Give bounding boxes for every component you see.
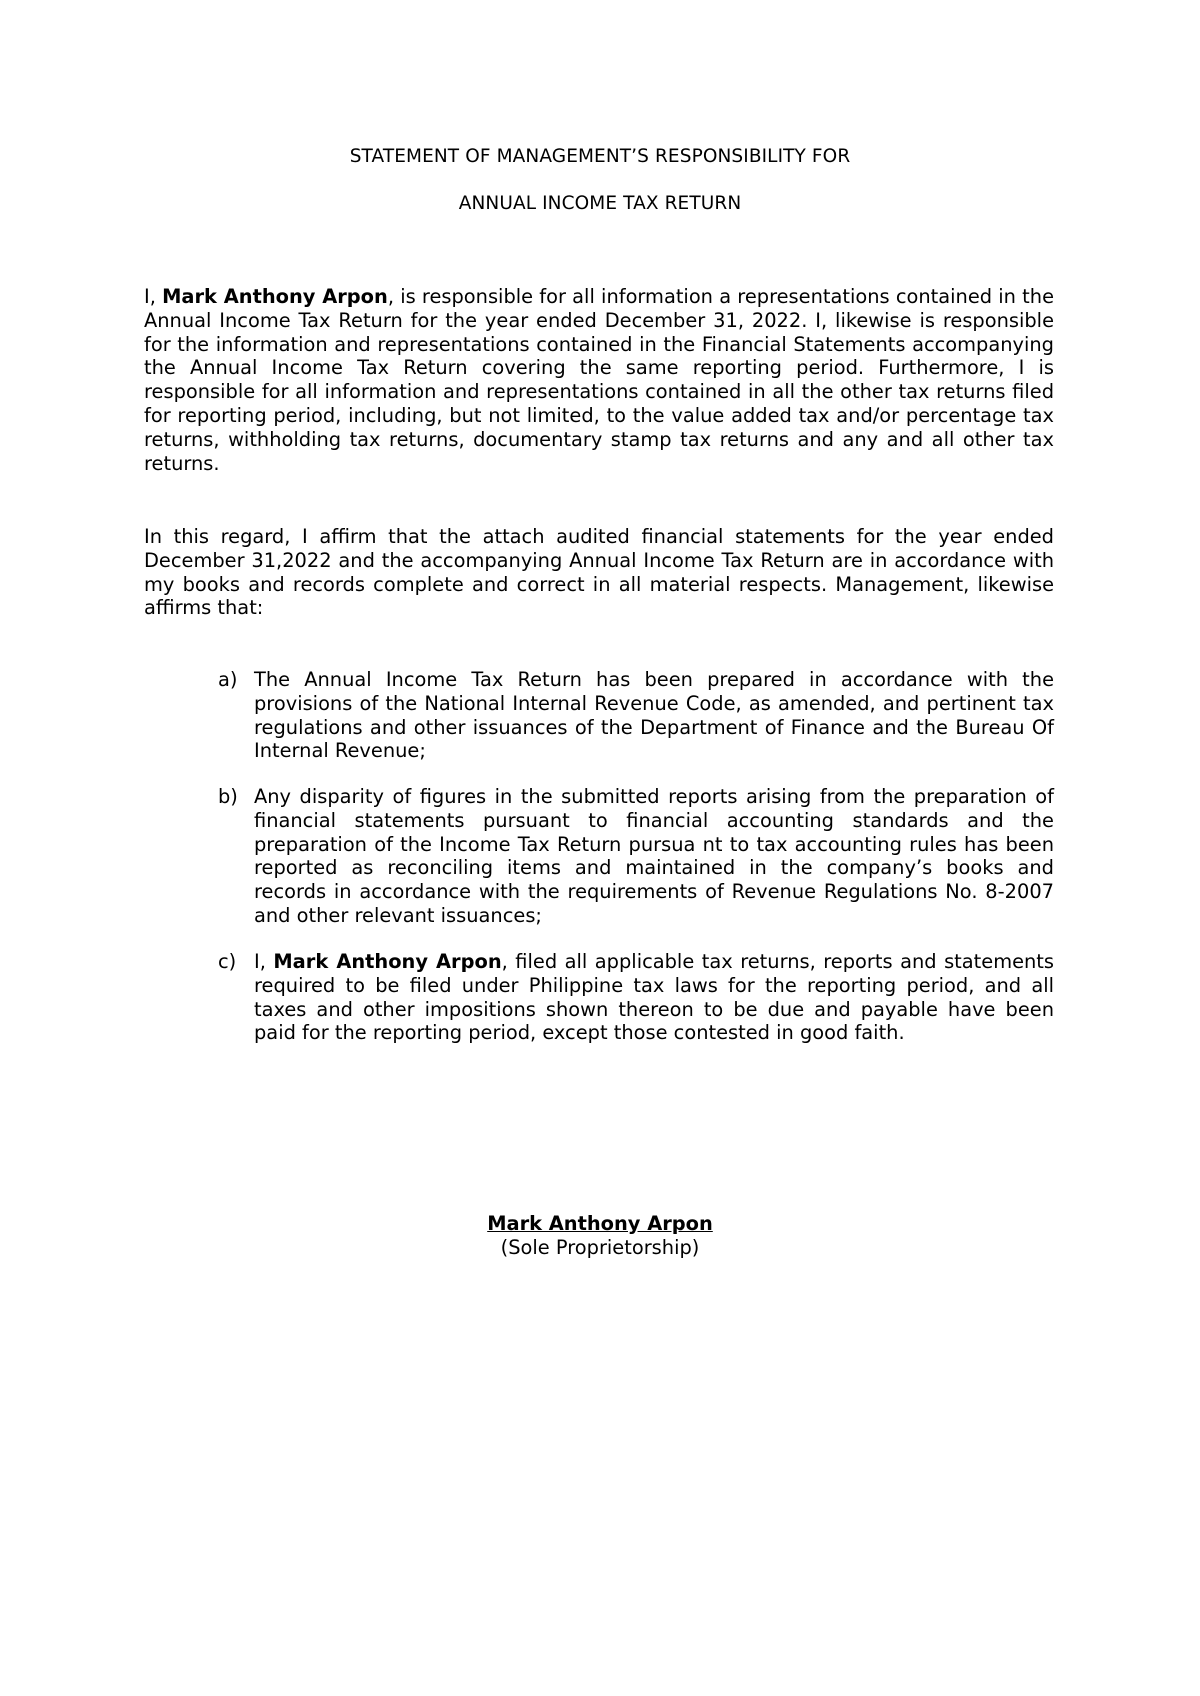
list-item-marker: c) (218, 950, 237, 973)
document-title-line-2: ANNUAL INCOME TAX RETURN (458, 193, 742, 214)
affirmation-paragraph: In this regard, I affirm that the attach audited financial statements for the year ended December 31,2022 and the accompanying Annual Income Tax Return are in accordance with my books and records complete and correct in all material respects. Management, likewise affirms that: (144, 525, 1054, 620)
list-item-marker: b) (218, 785, 238, 808)
signatory-name-text: Mark Anthony Arpon (487, 1212, 713, 1235)
responsibility-paragraph (144, 285, 1054, 475)
list-item-marker: a) (218, 668, 238, 691)
list-item-text: Any disparity of figures in the submitted reports arising from the preparation of financial statements pursuant to financial accounting standards and the preparation of the Income Tax Return pursua nt to tax accounting rules has been reported as reconciling items and maintained in the company’s books and records in accordance with the requirements of Revenue Regulations No. 8-2007 and other relevant issuances; (254, 785, 1054, 927)
declarant-name: Mark Anthony Arpon (273, 950, 502, 973)
list-item-prefix: I, (254, 950, 274, 973)
signatory-name (0, 1212, 1200, 1236)
list-item-text: The Annual Income Tax Return has been prepared in accordance with the provisions of the National Internal Revenue Code, as amended, and pertinent tax regulations and other issuances of the Department of Finance and the Bureau Of Internal Revenue; (254, 668, 1054, 763)
paragraph-prefix: I, (144, 285, 163, 308)
paragraph-body: , is responsible for all information a representations contained in the Annual Income Tax Return for the year ended December 31, 2022. I, likewise is responsible for the information and representations contained in the Financial Statements accompanying the Annual Income Tax Return covering the same reporting period. Furthermore, I is responsible for all information and representations contained in all the other tax returns filed for reporting period, including, but not limited, to the value added tax and/or percentage tax returns, withholding tax returns, documentary stamp tax returns and any and all other tax returns. (144, 285, 1054, 475)
list-item-text (254, 950, 1054, 1045)
list-item-body: , filed all applicable tax returns, reports and statements required to be filed under Philippine tax laws for the reporting period, and all taxes and other impositions shown thereon to be due and payable have been paid for the reporting period, except those contested in good faith. (254, 950, 1055, 1045)
signatory-role: (Sole Proprietorship) (500, 1236, 700, 1259)
declarant-name: Mark Anthony Arpon (162, 285, 388, 308)
document-title-line-1: STATEMENT OF MANAGEMENT’S RESPONSIBILITY FOR (349, 146, 851, 167)
